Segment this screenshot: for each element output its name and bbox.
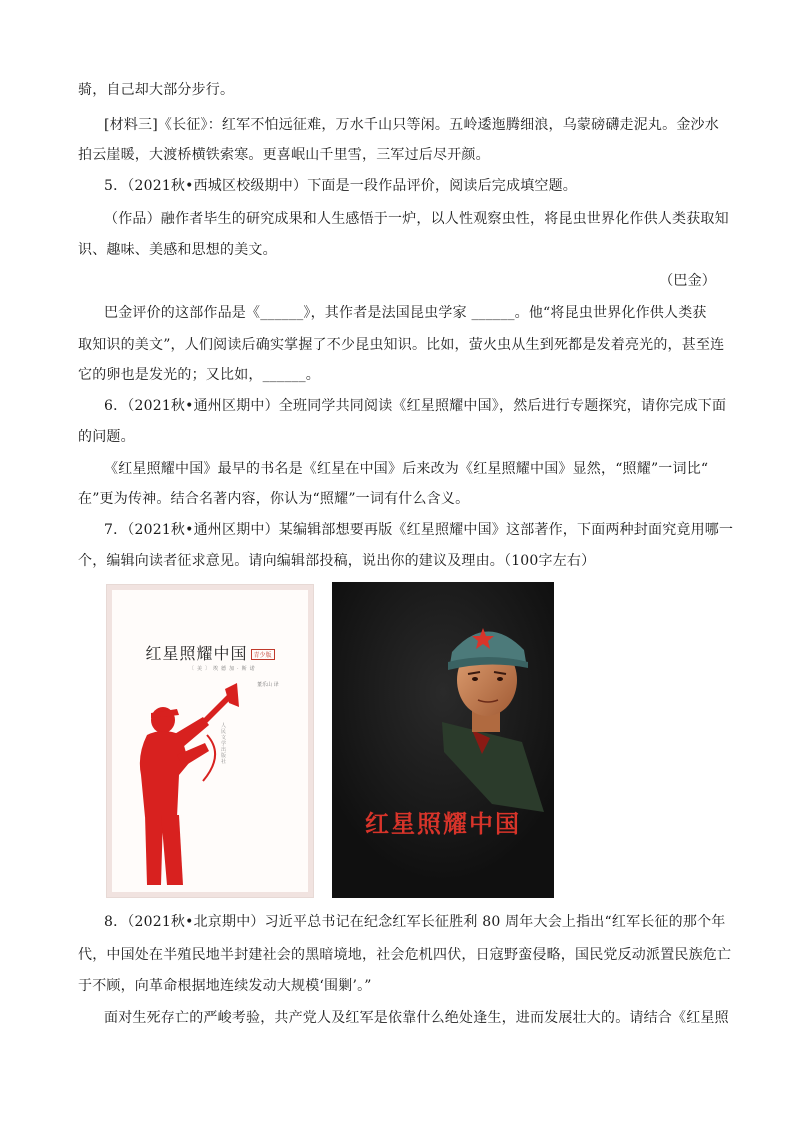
question-5-body-line-2: 取知识的美文”，人们阅读后确实掌握了不少昆虫知识。比如，萤火虫从生到死都是发着亮光的，甚至连	[78, 337, 725, 353]
question-8-body-line-1: 面对生死存亡的严峻考验，共产党人及红军是依靠什么绝处逢生，进而发展壮大的。请结合《红星照	[104, 1010, 729, 1026]
portrait-illustration	[332, 582, 554, 898]
book-cover-option-a	[106, 584, 314, 898]
cover-a-translator: 董乐山 译	[257, 682, 279, 688]
question-6-body-line-2: 在”更为传神。结合名著内容，你认为“照耀”一词有什么含义。	[78, 491, 470, 507]
question-8-heading-line-3: 于不顾，向革命根据地连续发动大规模‘围剿’。”	[78, 978, 372, 994]
cover-a-edition-badge: 青少版	[251, 649, 275, 660]
cover-b-title: 红星照耀中国	[365, 810, 521, 838]
material-three-line-1: [材料三]《长征》：红军不怕远征难，万水千山只等闲。五岭逶迤腾细浪，乌蒙磅礴走泥丸。金沙水	[104, 117, 719, 133]
material-three-line-2: 拍云崖暖，大渡桥横铁索寒。更喜岷山千里雪，三军过后尽开颜。	[78, 147, 490, 163]
question-6-body-line-1: 《红星照耀中国》最早的书名是《红星在中国》后来改为《红星照耀中国》显然，“照耀”一词比“	[104, 461, 709, 477]
question-5-quote-line-2: 识、趣味、美感和思想的美文。	[78, 242, 277, 258]
question-7-heading-line-2: 个，编辑向读者征求意见。请向编辑部投稿，说出你的建议及理由。（100字左右）	[78, 553, 596, 569]
book-cover-option-b	[332, 582, 554, 898]
bugler-silhouette-icon	[107, 585, 313, 897]
question-6-heading-line-2: 的问题。	[78, 429, 135, 445]
question-5-body-line-3: 它的卵也是发光的；又比如，______。	[78, 367, 320, 383]
cover-a-title: 红星照耀中国 青少版	[107, 641, 313, 664]
question-5-quote-line-1: （作品）融作者毕生的研究成果和人生感悟于一炉，以人性观察虫性，将昆虫世界化作供人类获取知	[104, 211, 729, 227]
question-5-heading: 5．（2021秋•西城区校级期中）下面是一段作品评价，阅读后完成填空题。	[104, 178, 577, 194]
question-6-heading-line-1: 6．（2021秋•通州区期中）全班同学共同阅读《红星照耀中国》，然后进行专题探究，请你完成下面	[104, 398, 727, 414]
question-5-body-line-1: 巴金评价的这部作品是《______》，其作者是法国昆虫学家 ______。他“将昆虫世界化作供人类获	[104, 305, 707, 321]
cover-a-author: 〔美〕埃德加·斯诺	[189, 666, 258, 672]
text-line-1: 骑，自己却大部分步行。	[78, 82, 235, 98]
cover-a-publisher: 人民文学出版社	[221, 723, 227, 765]
question-8-heading-line-1: 8．（2021秋•北京期中）习近平总书记在纪念红军长征胜利 80 周年大会上指出“红军长征的那个年	[104, 914, 726, 930]
quote-attribution: （巴金）	[659, 273, 716, 289]
question-7-heading-line-1: 7．（2021秋•通州区期中）某编辑部想要再版《红星照耀中国》这部著作，下面两种封面究竟用哪一	[104, 522, 734, 538]
question-8-heading-line-2: 代，中国处在半殖民地半封建社会的黑暗境地，社会危机四伏，日寇野蛮侵略，国民党反动派置民族危亡	[78, 947, 732, 963]
